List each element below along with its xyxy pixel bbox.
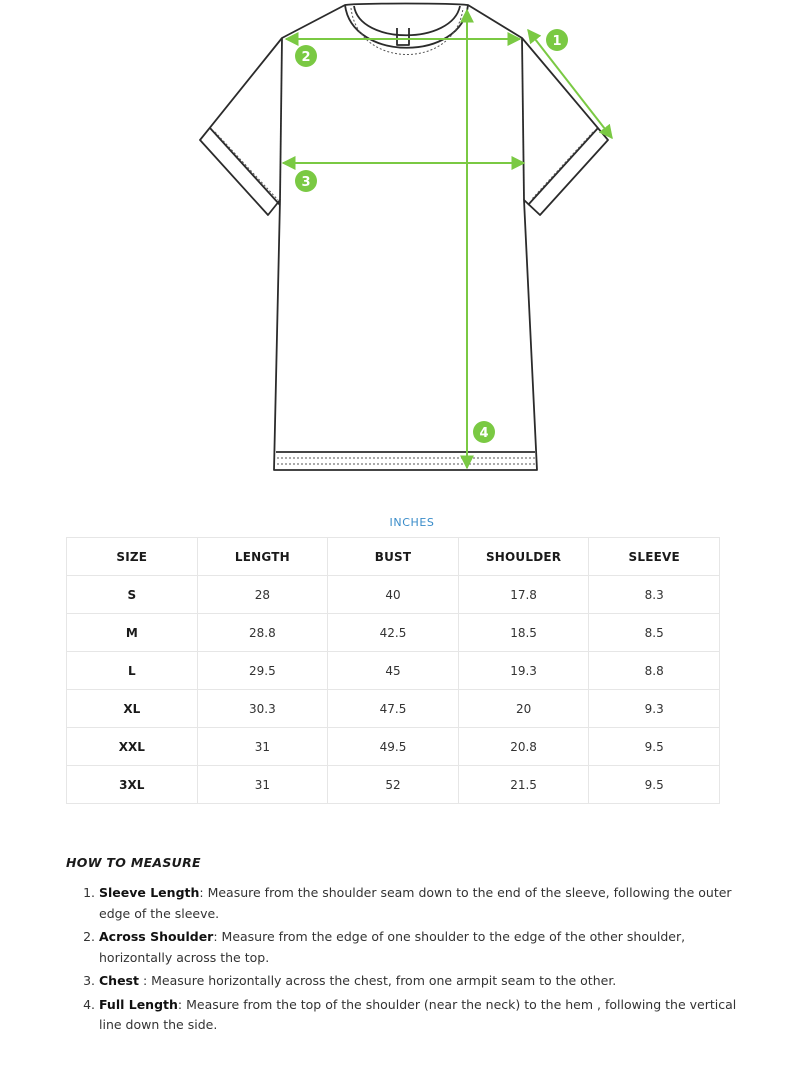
instruction-term: Sleeve Length xyxy=(99,885,200,900)
sleeve-cell: 9.5 xyxy=(589,728,720,766)
measure-instructions xyxy=(66,883,759,1039)
instruction-term: Across Shoulder xyxy=(99,929,214,944)
bust-cell: 52 xyxy=(328,766,459,804)
marker-3 xyxy=(295,170,317,192)
bust-cell: 49.5 xyxy=(328,728,459,766)
instruction-separator: : xyxy=(177,996,183,1012)
right-sleeve-cuff xyxy=(528,128,598,205)
tshirt-diagram xyxy=(0,0,800,490)
header-sleeve: SLEEVE xyxy=(589,538,720,576)
neck-inner xyxy=(354,6,460,35)
arrow-sleeve xyxy=(528,30,612,138)
marker-1-label: 1 xyxy=(552,34,562,49)
left-armhole-seam xyxy=(280,38,282,200)
sleeve-cell: 8.8 xyxy=(589,652,720,690)
sleeve-cell: 8.5 xyxy=(589,614,720,652)
size-cell: 3XL xyxy=(67,766,198,804)
table-row xyxy=(67,766,720,804)
length-cell: 28 xyxy=(197,576,328,614)
instruction-term: Chest xyxy=(99,973,139,988)
stitch-lines xyxy=(215,8,593,464)
sleeve-cell: 8.3 xyxy=(589,576,720,614)
length-cell: 31 xyxy=(197,766,328,804)
marker-4 xyxy=(473,421,495,443)
marker-3-label: 3 xyxy=(301,175,311,190)
list-item xyxy=(99,883,759,924)
length-cell: 31 xyxy=(197,728,328,766)
shirt-body xyxy=(200,4,608,471)
instruction-term: Full Length xyxy=(99,996,178,1012)
table-row xyxy=(67,652,720,690)
bust-cell: 45 xyxy=(328,652,459,690)
marker-2-label: 2 xyxy=(301,50,311,65)
sleeve-cell: 9.5 xyxy=(589,766,720,804)
bust-cell: 47.5 xyxy=(328,690,459,728)
shoulder-cell: 18.5 xyxy=(458,614,589,652)
table-header-row xyxy=(67,538,720,576)
list-item xyxy=(99,927,759,968)
unit-label: INCHES xyxy=(389,516,435,529)
instruction-separator: : xyxy=(199,885,204,900)
instruction-separator: : xyxy=(138,973,148,988)
sleeve-cell: 9.3 xyxy=(589,690,720,728)
size-cell: M xyxy=(67,614,198,652)
instruction-text: Measure from the shoulder seam down to the end of the sleeve, following the outer edge of the sleeve. xyxy=(99,885,732,921)
tshirt-outline xyxy=(200,4,608,471)
header-length: LENGTH xyxy=(197,538,328,576)
header-shoulder: SHOULDER xyxy=(458,538,589,576)
size-cell: L xyxy=(67,652,198,690)
size-cell: S xyxy=(67,576,198,614)
table-row xyxy=(67,690,720,728)
instruction-text: Measure from the top of the shoulder (near the neck) to the hem , following the vertical line down the side. xyxy=(99,996,737,1032)
bust-cell: 42.5 xyxy=(328,614,459,652)
table-row xyxy=(67,576,720,614)
length-cell: 29.5 xyxy=(197,652,328,690)
instruction-text: Measure horizontally across the chest, from one armpit seam to the other. xyxy=(147,973,617,988)
marker-1 xyxy=(546,29,568,51)
instruction-text: Measure from the edge of one shoulder to the edge of the other shoulder, horizontally across the top. xyxy=(99,929,686,965)
marker-4-label: 4 xyxy=(479,426,489,441)
right-armhole-seam xyxy=(522,38,524,200)
measure-arrows xyxy=(283,10,612,468)
neck-outer xyxy=(345,5,468,48)
list-item xyxy=(99,995,759,1036)
table-row xyxy=(67,728,720,766)
list-item xyxy=(99,971,759,992)
bust-cell: 40 xyxy=(328,576,459,614)
shoulder-cell: 17.8 xyxy=(458,576,589,614)
instruction-separator: : xyxy=(213,929,218,944)
marker-2 xyxy=(295,45,317,67)
shoulder-cell: 21.5 xyxy=(458,766,589,804)
length-cell: 28.8 xyxy=(197,614,328,652)
shoulder-cell: 20 xyxy=(458,690,589,728)
left-sleeve-cuff xyxy=(210,128,280,205)
length-cell: 30.3 xyxy=(197,690,328,728)
how-to-measure-title: HOW TO MEASURE xyxy=(66,855,201,870)
tshirt-diagram-svg xyxy=(0,0,800,490)
size-cell: XXL xyxy=(67,728,198,766)
header-bust: BUST xyxy=(328,538,459,576)
shoulder-cell: 19.3 xyxy=(458,652,589,690)
size-cell: XL xyxy=(67,690,198,728)
size-chart-table xyxy=(66,537,720,804)
shoulder-cell: 20.8 xyxy=(458,728,589,766)
table-row xyxy=(67,614,720,652)
neck-tag xyxy=(397,28,409,45)
header-size: SIZE xyxy=(67,538,198,576)
